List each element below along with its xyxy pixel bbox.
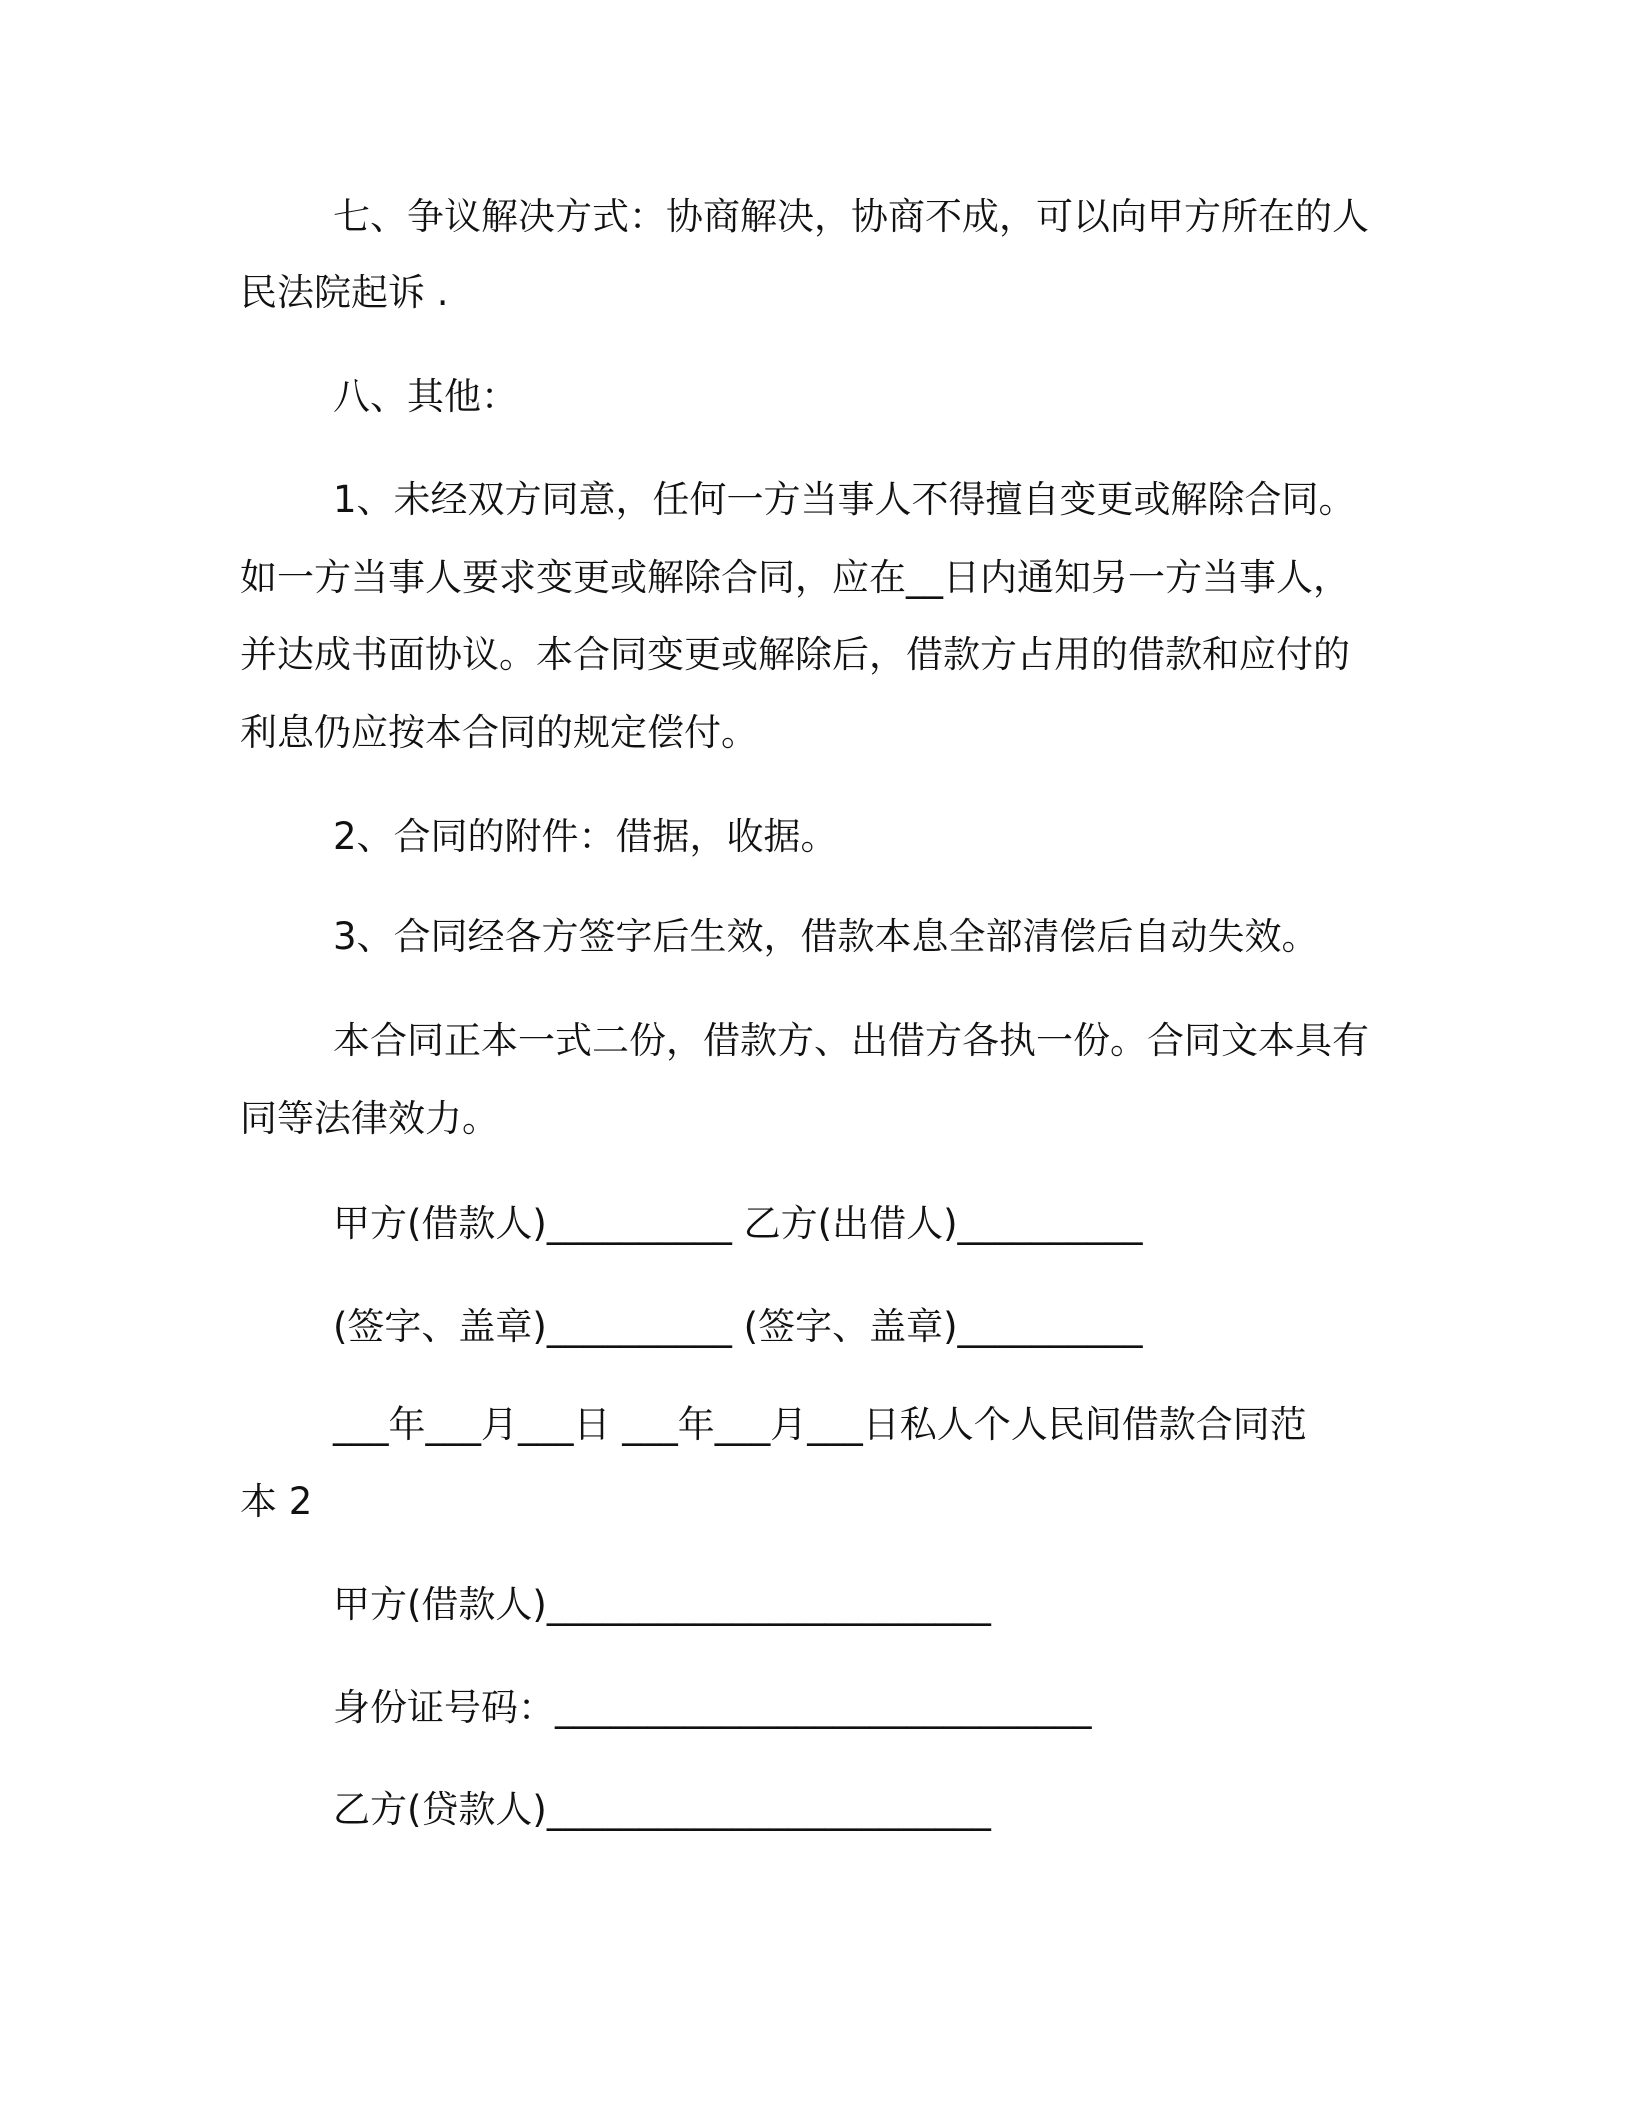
- item-1-line-2: 如一方当事人要求变更或解除合同，应在__日内通知另一方当事人，: [240, 556, 1350, 599]
- item-1-line-4: 利息仍应按本合同的规定偿付。: [240, 711, 758, 754]
- item-3-line: 3、合同经各方签字后生效，借款本息全部清偿后自动失效。: [333, 915, 1319, 958]
- signature-seal-line: (签字、盖章)__________ (签字、盖章)__________: [333, 1305, 1143, 1348]
- date-title-line-1: ___年___月___日 ___年___月___日私人个人民间借款合同范: [333, 1403, 1307, 1446]
- party-a-borrower-line: 甲方(借款人)________________________: [333, 1583, 991, 1626]
- signature-parties-line: 甲方(借款人)__________ 乙方(出借人)__________: [333, 1202, 1143, 1245]
- party-b-lender-line: 乙方(贷款人)________________________: [333, 1788, 991, 1831]
- copies-line-2: 同等法律效力。: [240, 1097, 499, 1140]
- clause-7-line-1: 七、争议解决方式：协商解决，协商不成，可以向甲方所在的人: [333, 195, 1369, 238]
- id-number-line: 身份证号码：_____________________________: [333, 1686, 1092, 1729]
- copies-line-1: 本合同正本一式二份，借款方、出借方各执一份。合同文本具有: [333, 1019, 1369, 1062]
- date-title-line-2: 本 2: [240, 1480, 313, 1523]
- clause-8-heading: 八、其他：: [333, 375, 518, 418]
- clause-7-line-2: 民法院起诉 .: [240, 271, 449, 314]
- item-1-line-3: 并达成书面协议。本合同变更或解除后，借款方占用的借款和应付的: [240, 633, 1350, 676]
- item-2-line: 2、合同的附件：借据，收据。: [333, 815, 838, 858]
- item-1-line-1: 1、未经双方同意，任何一方当事人不得擅自变更或解除合同。: [333, 478, 1356, 521]
